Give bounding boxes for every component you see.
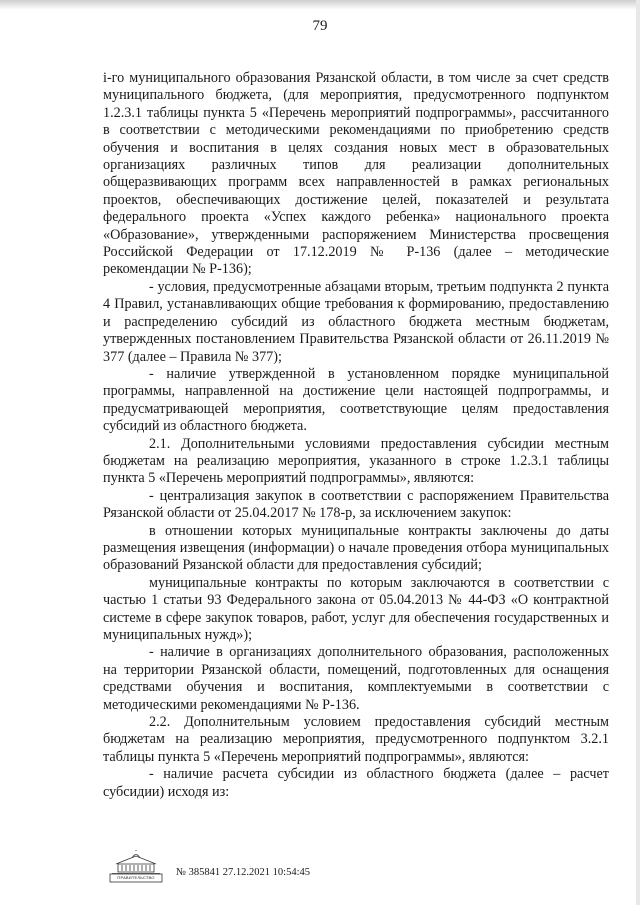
body-paragraph: 2.1. Дополнительными условиями предоставления субсидии местным бюджетам на реализацию мероприятия, указанного в строке 1.2.3.1 таблицы пункта 5 «Перечень мероприятий подпрограммы», являются: <box>103 435 609 487</box>
body-paragraph: - наличие в организациях дополнительного образования, расположенных на территории Рязанской области, помещений, подготовленных для оснащения средствами обучения и воспитания, комплектуемыми в соответствии с методическими рекомендациями № Р-136. <box>103 644 609 713</box>
body-paragraph: i-го муниципального образования Рязанской области, в том числе за счет средств муниципального бюджета, (для мероприятия, предусмотренного подпунктом 1.2.3.1 таблицы пункта 5 «Перечень мероприятий подпрограммы», рассчитанного в соответствии с методическими рекомендациями по приобретению средств обучения и воспитания в целях создания новых мест в образовательных организациях различных типов для реализации дополнительных общеразвивающих программ всех направленностей в рамках региональных проектов, обеспечивающих достижение целей, показателей и результата федерального проекта «Успех каждого ребенка» национального проекта «Образование», утвержденными распоряжением Министерства просвещения Российской Федерации от 17.12.2019 № Р-136 (далее – методические рекомендации № Р-136); <box>103 70 609 278</box>
page-number: 79 <box>312 18 328 34</box>
registration-stamp <box>176 867 310 878</box>
registration-timestamp: 27.12.2021 10:54:45 <box>222 867 310 878</box>
body-paragraph: муниципальные контракты по которым заключаются в соответствии с частью 1 статьи 93 Федерального закона от 05.04.2013 № 44-ФЗ «О контрактной системе в сфере закупок товаров, работ, услуг для обеспечения государственных и муниципальных нужд»); <box>103 574 609 643</box>
document-number: № 385841 <box>176 867 221 878</box>
stamp-caption: ПРАВИТЕЛЬСТВО <box>117 875 155 880</box>
body-paragraph: - наличие расчета субсидии из областного бюджета (далее – расчет субсидии) исходя из: <box>103 766 609 800</box>
body-paragraph: 2.2. Дополнительным условием предоставления субсидий местным бюджетам на реализацию мероприятия, предусмотренного подпунктом 3.2.1 таблицы пункта 5 «Перечень мероприятий подпрограммы», являются: <box>103 714 609 765</box>
scan-side-shadow <box>636 0 640 905</box>
document-footer <box>108 850 528 890</box>
scan-edge-shadow <box>0 0 640 10</box>
body-paragraph: - централизация закупок в соответствии с распоряжением Правительства Рязанской области от 25.04.2017 № 178-р, за исключением закупок: <box>103 487 609 522</box>
body-paragraph: - условия, предусмотренные абзацами вторым, третьим подпункта 2 пункта 4 Правил, устанавливающих общие требования к формированию, предоставлению и распределению субсидий из областного бюджета местным бюджетам, утвержденных постановлением Правительства Рязанской области от 26.11.2019 № 377 (далее – Правила № 377); <box>103 278 609 365</box>
body-paragraph: в отношении которых муниципальные контракты заключены до даты размещения извещения (информации) о начале проведения отбора муниципальных образований Рязанской области для предоставления субсидий; <box>103 522 609 574</box>
document-body <box>103 70 609 801</box>
body-paragraph: - наличие утвержденной в установленном порядке муниципальной программы, направленной на достижение цели настоящей подпрограммы, и предусматривающей мероприятия, соответствующие целям предоставления субсидий из областного бюджета. <box>103 365 609 435</box>
